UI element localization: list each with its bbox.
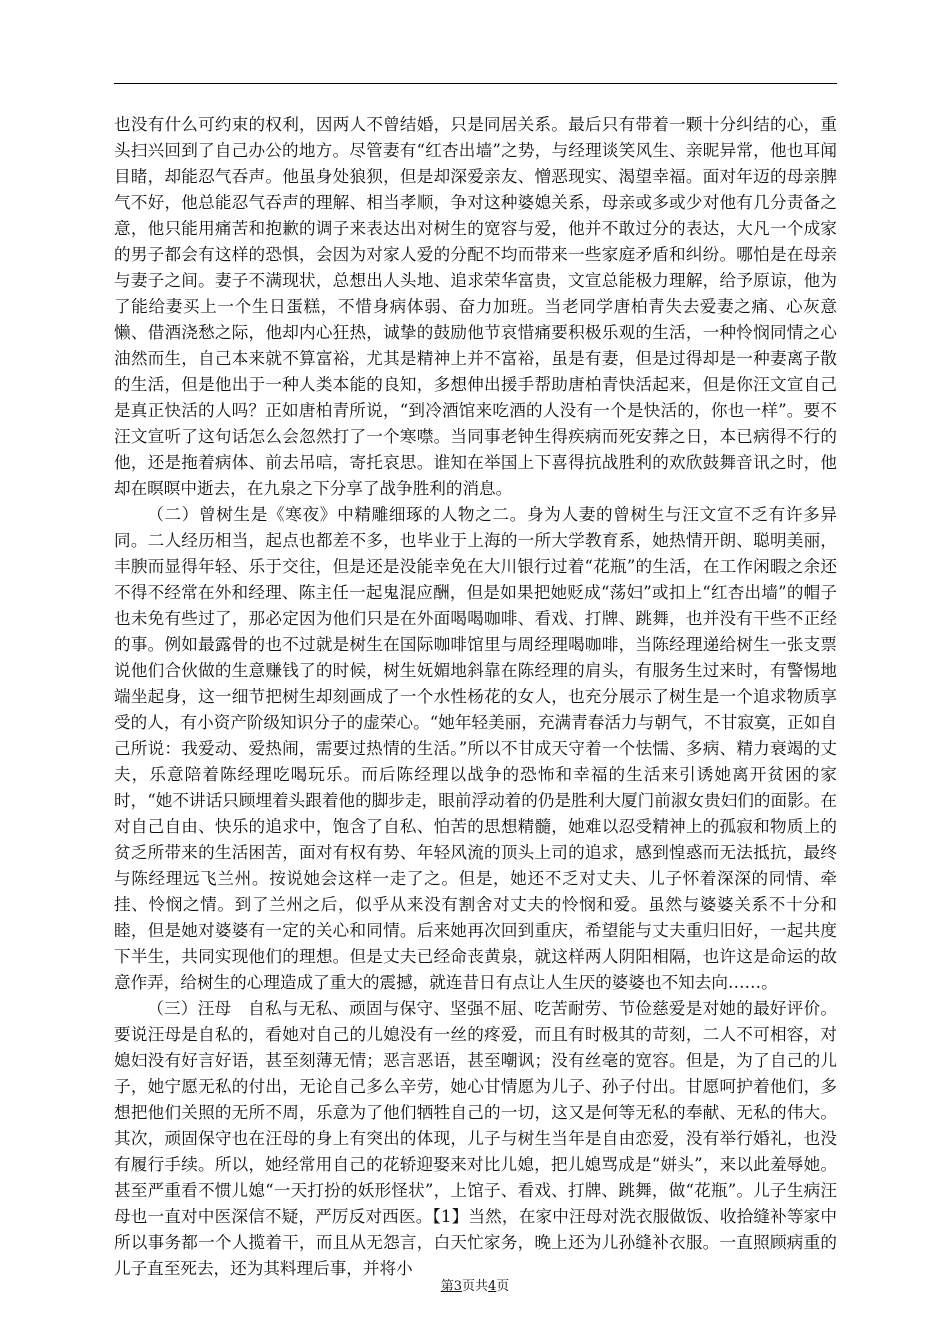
footer-prefix: 第 [440,1279,454,1294]
footer-suffix: 页 [496,1279,510,1294]
paragraph-wang-mother: （三）汪母 自私与无私、顽固与保守、坚强不屈、吃苦耐劳、节俭慈爱是对她的最好评价。要说汪母是自私的，看她对自己的儿媳没有一丝的疼爱，而且有时极其的苛刻，二人不可相容，对媳妇没有好言好语，甚至刻薄无情；恶言恶语，甚至嘲讽；没有丝毫的宽容。但是，为了自己的儿子，她宁愿无私的付出，无论自己多么辛劳，她心甘情愿为儿子、孙子付出。甘愿呵护着他们，多想把他们关照的无所不周，乐意为了他们牺牲自己的一切，这又是何等无私的奉献、无私的伟大。其次，顽固保守也在汪母的身上有突出的体现，儿子与树生当年是自由恋爱，没有举行婚礼，也没有履行手续。所以，她经常用自己的花轿迎娶来对比儿媳，把儿媳骂成是“姘头”，来以此羞辱她。甚至严重看不惯儿媳“一天打扮的妖形怪状”，上馆子、看戏、打牌、跳舞，做“花瓶”。儿子生病汪母也一直对中医深信不疑，严厉反对西医。【1】当然，在家中汪母对洗衣服做饭、收拾缝补等家中所以事务都一个人揽着干，而且从无怨言，白天忙家务，晚上还为儿孙缝补衣服。一直照顾病重的儿子直至死去，还为其料理后事，并将小 [114,999,837,1278]
header-rule [114,83,837,84]
footer-total-pages: 4 [488,1279,497,1294]
page-footer [0,1278,950,1296]
paragraph-zeng-shusheng: （二）曾树生是《寒夜》中精雕细琢的人物之二。身为人妻的曾树生与汪文宣不乏有许多异同。二人经历相当，起点也都差不多，也毕业于上海的一所大学教育系，她热情开朗、聪明美丽，丰腴而显得年轻、乐于交往，但是还是没能幸免在大川银行过着“花瓶”的生活，在工作闲暇之余还不得不经常在外和经理、陈主任一起鬼混应酬，但是如果把她贬成“荡妇”或扣上“红杏出墙”的帽子也未免有些过了，那必定因为他们只是在外面喝喝咖啡、看戏、打牌、跳舞，也并没有干些不正经的事。例如最露骨的也不过就是树生在国际咖啡馆里与周经理喝咖啡，当陈经理递给树生一张支票说他们合伙做的生意赚钱了的时候，树生妩媚地斜靠在陈经理的肩头，有服务生过来时，有警惕地端坐起身，这一细节把树生却刻画成了一个水性杨花的女人，也充分展示了树生是一个追求物质享受的人，有小资产阶级知识分子的虚荣心。“她年轻美丽，充满青春活力与朝气，不甘寂寞，正如自己所说：我爱动、爱热闹，需要过热情的生活。”所以不甘成天守着一个怯懦、多病、精力衰竭的丈夫，乐意陪着陈经理吃喝玩乐。而后陈经理以战争的恐怖和幸福的生活来引诱她离开贫困的家时，“她不讲话只顾埋着头跟着他的脚步走，眼前浮动着的仍是胜利大厦门前淑女贵妇们的面影。在对自己自由、快乐的追求中，饱含了自私、怕苦的思想精髓，她难以忍受精神上的孤寂和物质上的贫乏所带来的生活困苦，面对有权有势、年轻风流的顶头上司的追求，感到惶惑而无法抵抗，最终与陈经理远飞兰州。按说她会这样一走了之。但是，她还不乏对丈夫、儿子怀着深深的同情、牵挂、怜悯之情。到了兰州之后，似乎从来没有割舍对丈夫的怜悯和爱。虽然与婆婆关系不十分和睦，但是她对婆婆有一定的关心和同情。后来她再次回到重庆，希望能与丈夫重归旧好，一起共度下半生，共同实现他们的理想。但是丈夫已经命丧黄泉，就这样两人阴阳相隔，也许这是命运的故意作弄，给树生的心理造成了重大的震撼，就连昔日有点让人生厌的婆婆也不知去向……。 [114,505,837,992]
paragraph-wang-wenxuan-continued: 也没有什么可约束的权利，因两人不曾结婚，只是同居关系。最后只有带着一颗十分纠结的心，重头扫兴回到了自己办公的地方。尽管妻有“红杏出墙”之势，与经理谈笑风生、亲昵异常，他也耳闻目睹，却能忍气吞声。他虽身处狼狈，但是却深爱亲友、憎恶现实、渴望幸福。面对年迈的母亲脾气不好，他总能忍气吞声的理解、相当孝顺，争对这种婆媳关系，母亲或多或少对他有几分责备之意，他只能用痛苦和抱歉的调子来表达出对树生的宽容与爱，他并不敢过分的表达，大凡一个成家的男子都会有这样的恐惧，会因为对家人爱的分配不均而带来一些家庭矛盾和纠纷。哪怕是在母亲与妻子之间。妻子不满现状，总想出人头地、追求荣华富贵，文宣总能极力理解，给予原谅，他为了能给妻买上一个生日蛋糕，不惜身病体弱、奋力加班。当老同学唐柏青失去爱妻之痛、心灰意懒、借酒浇愁之际，他却内心狂热，诚挚的鼓励他节哀惜痛要积极乐观的生活，一种怜悯同情之心油然而生，自己本来就不算富裕，尤其是精神上并不富裕，虽是有妻，但是过得却是一种妻离子散的生活，但是他出于一种人类本能的良知，多想伸出援手帮助唐柏青快活起来，但是你汪文宣自己是真正快活的人吗？正如唐柏青所说，“到冷酒馆来吃酒的人没有一个是快活的，你也一样”。要不汪文宣听了这句话怎么会忽然打了一个寒噤。当同事老钟生得疾病而死安葬之日，本已病得不行的他，还是拖着病体、前去吊唁，寄托哀思。谁知在举国上下喜得抗战胜利的欢欣鼓舞音讯之时，他却在暝暝中逝去，在九泉之下分享了战争胜利的消息。 [114,115,837,498]
body-text [114,112,837,1282]
footer-page-number: 3 [453,1279,462,1294]
footer-middle: 页共 [461,1279,488,1294]
